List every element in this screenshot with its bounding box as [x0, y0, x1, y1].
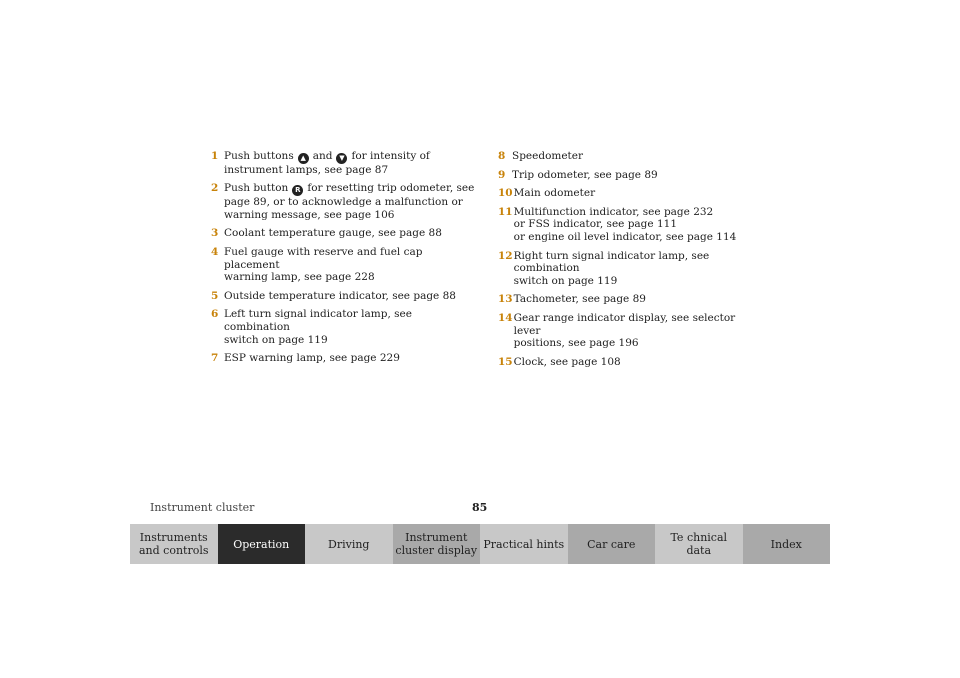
item-number: 8 — [498, 150, 506, 162]
item-number: 9 — [498, 168, 506, 181]
left-column — [211, 150, 481, 371]
chapter-tabs — [130, 524, 830, 564]
list-item: 8 Speedometer — [498, 150, 584, 162]
list-item: 4 Fuel gauge with reserve and fuel cap placement warning lamp, see page 228 — [211, 245, 423, 284]
tab-driving[interactable]: Driving — [305, 524, 393, 564]
list-item: 5 Outside temperature indicator, see page 88 — [211, 289, 456, 302]
tab-technical-data[interactable]: Te chnical data — [655, 524, 743, 564]
list-item: 10 Main odometer — [498, 187, 596, 200]
list-item: 14 Gear range indicator display, see selector lever positions, see page 196 — [498, 311, 736, 350]
right-column — [498, 150, 758, 374]
tab-operation[interactable]: Operation — [218, 524, 306, 564]
item-number: 3 — [211, 227, 219, 240]
list-item: 15 Clock, see page 108 — [498, 355, 621, 368]
list-item: 1 Push buttons ▲ and ▼ for intensity of instrument lamps, see page 87 — [211, 150, 430, 176]
item-number: 4 — [211, 245, 219, 258]
tab-instrument-cluster-display[interactable]: Instrument cluster display — [393, 524, 481, 564]
item-number: 1 — [211, 150, 219, 162]
list-item: 6 Left turn signal indicator lamp, see combination switch on page 119 — [211, 308, 412, 346]
reset-button-icon: R — [292, 185, 303, 196]
item-number: 5 — [211, 289, 219, 302]
list-item: 11 Multifunction indicator, see page 232 or FSS indicator, see page 111 or engine oil level indicator, see page 114 — [498, 205, 737, 243]
item-number: 15 — [498, 355, 513, 368]
item-number: 2 — [211, 182, 219, 195]
item-number: 6 — [211, 308, 219, 321]
list-item: 2 Push button R for resetting trip odometer, see page 89, or to acknowledge a malfunction or warning message, see page 106 — [211, 182, 475, 221]
page-number: 85 — [472, 501, 488, 514]
tab-car-care[interactable]: Car care — [568, 524, 656, 564]
tab-practical-hints[interactable]: Practical hints — [480, 524, 568, 564]
item-number: 11 — [498, 205, 513, 218]
item-number: 12 — [498, 249, 513, 262]
list-item: 12 Right turn signal indicator lamp, see combination switch on page 119 — [498, 249, 710, 287]
tab-index[interactable]: Index — [743, 524, 831, 564]
list-item: 13 Tachometer, see page 89 — [498, 293, 646, 306]
item-number: 13 — [498, 293, 513, 306]
item-number: 10 — [498, 187, 513, 200]
list-item: 9 Trip odometer, see page 89 — [498, 168, 658, 181]
section-title: Instrument cluster — [150, 501, 255, 514]
item-number: 14 — [498, 311, 513, 324]
intensity-up-button-icon: ▲ — [298, 153, 309, 164]
tab-instruments-and-controls[interactable]: Instruments and controls — [130, 524, 218, 564]
intensity-down-button-icon: ▼ — [336, 153, 347, 164]
list-item: 3 Coolant temperature gauge, see page 88 — [211, 227, 442, 240]
list-item: 7 ESP warning lamp, see page 229 — [211, 352, 400, 365]
item-number: 7 — [211, 352, 219, 365]
